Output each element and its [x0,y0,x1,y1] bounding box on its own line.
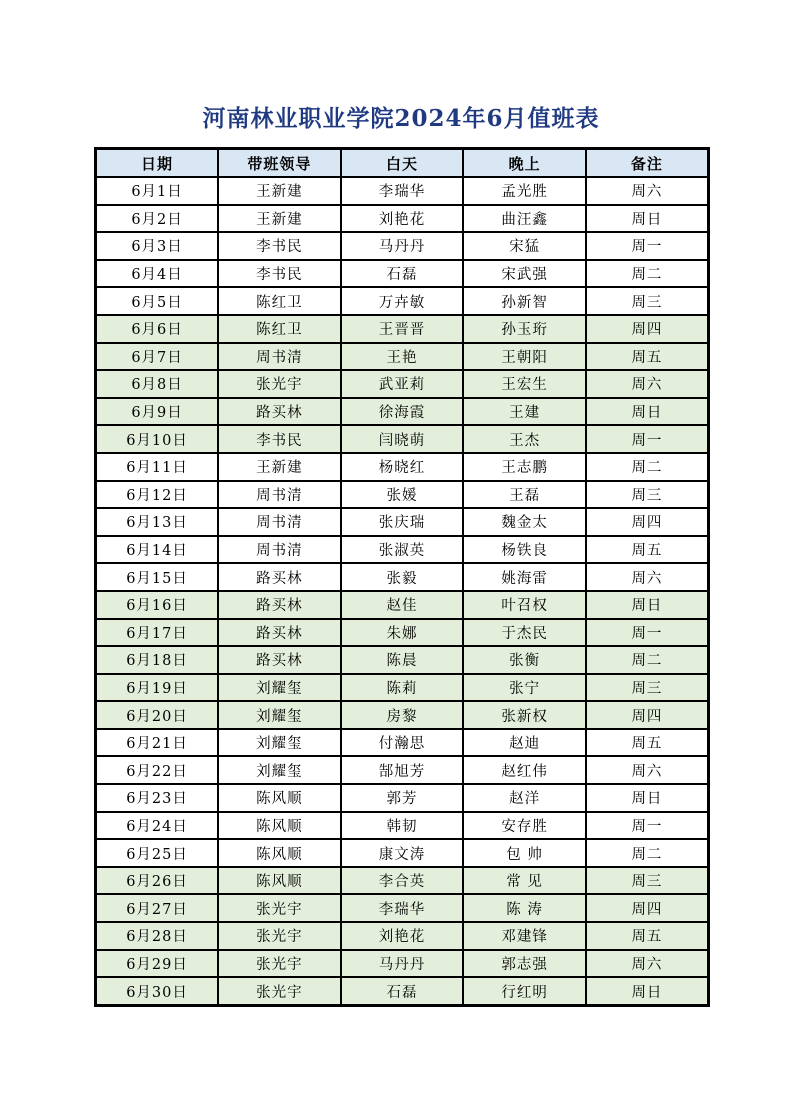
note-cell: 周日 [586,784,709,812]
duty-roster-table [94,147,710,1007]
note-cell: 周四 [586,315,709,343]
day-cell: 张庆瑞 [341,508,464,536]
leader-cell: 陈风顺 [218,867,341,895]
date-cell: 6月18日 [96,646,219,674]
night-cell: 赵红伟 [463,756,586,784]
date-cell: 6月19日 [96,674,219,702]
leader-cell: 路买林 [218,591,341,619]
day-cell: 李合英 [341,867,464,895]
night-cell: 王建 [463,398,586,426]
leader-cell: 张光宇 [218,922,341,950]
leader-cell: 陈红卫 [218,287,341,315]
date-cell: 6月15日 [96,563,219,591]
leader-cell: 周书清 [218,536,341,564]
leader-cell: 张光宇 [218,894,341,922]
date-cell: 6月23日 [96,784,219,812]
day-cell: 杨晓红 [341,453,464,481]
day-cell: 李瑞华 [341,177,464,205]
day-cell: 张媛 [341,481,464,509]
col-header-night: 晚上 [463,149,586,178]
note-cell: 周六 [586,756,709,784]
date-cell: 6月4日 [96,260,219,288]
date-cell: 6月1日 [96,177,219,205]
leader-cell: 李书民 [218,260,341,288]
note-cell: 周三 [586,674,709,702]
night-cell: 行红明 [463,977,586,1005]
night-cell: 包 帅 [463,839,586,867]
note-cell: 周五 [586,922,709,950]
date-cell: 6月27日 [96,894,219,922]
day-cell: 郜旭芳 [341,756,464,784]
leader-cell: 周书清 [218,481,341,509]
night-cell: 宋猛 [463,232,586,260]
note-cell: 周五 [586,343,709,371]
night-cell: 常 见 [463,867,586,895]
note-cell: 周五 [586,536,709,564]
leader-cell: 李书民 [218,232,341,260]
roster-body [96,177,709,1005]
date-cell: 6月26日 [96,867,219,895]
table-row [96,343,709,371]
night-cell: 杨铁良 [463,536,586,564]
note-cell: 周二 [586,260,709,288]
col-header-leader: 带班领导 [218,149,341,178]
table-row [96,453,709,481]
date-cell: 6月11日 [96,453,219,481]
leader-cell: 陈红卫 [218,315,341,343]
note-cell: 周一 [586,812,709,840]
date-cell: 6月3日 [96,232,219,260]
leader-cell: 王新建 [218,453,341,481]
night-cell: 张宁 [463,674,586,702]
roster-header [96,149,709,178]
date-cell: 6月8日 [96,370,219,398]
note-cell: 周三 [586,867,709,895]
day-cell: 朱娜 [341,619,464,647]
night-cell: 曲汪鑫 [463,205,586,233]
note-cell: 周四 [586,701,709,729]
note-cell: 周日 [586,398,709,426]
night-cell: 王志鹏 [463,453,586,481]
night-cell: 陈 涛 [463,894,586,922]
note-cell: 周四 [586,508,709,536]
table-row [96,508,709,536]
table-row [96,205,709,233]
note-cell: 周三 [586,287,709,315]
table-row [96,315,709,343]
night-cell: 张衡 [463,646,586,674]
date-cell: 6月30日 [96,977,219,1005]
leader-cell: 陈风顺 [218,784,341,812]
note-cell: 周日 [586,591,709,619]
day-cell: 万卉敏 [341,287,464,315]
night-cell: 孙玉珩 [463,315,586,343]
day-cell: 徐海霞 [341,398,464,426]
night-cell: 邓建锋 [463,922,586,950]
leader-cell: 陈风顺 [218,839,341,867]
table-row [96,756,709,784]
date-cell: 6月7日 [96,343,219,371]
date-cell: 6月2日 [96,205,219,233]
note-cell: 周一 [586,232,709,260]
note-cell: 周六 [586,370,709,398]
table-row [96,481,709,509]
date-cell: 6月14日 [96,536,219,564]
note-cell: 周三 [586,481,709,509]
leader-cell: 刘耀玺 [218,701,341,729]
night-cell: 孙新智 [463,287,586,315]
day-cell: 马丹丹 [341,950,464,978]
night-cell: 叶召权 [463,591,586,619]
table-row [96,425,709,453]
night-cell: 于杰民 [463,619,586,647]
table-row [96,977,709,1005]
table-row [96,729,709,757]
date-cell: 6月25日 [96,839,219,867]
day-cell: 王艳 [341,343,464,371]
day-cell: 赵佳 [341,591,464,619]
table-row [96,839,709,867]
night-cell: 安存胜 [463,812,586,840]
day-cell: 房黎 [341,701,464,729]
day-cell: 陈莉 [341,674,464,702]
table-row [96,701,709,729]
date-cell: 6月17日 [96,619,219,647]
table-row [96,232,709,260]
page-title: 河南林业职业学院2024年6月值班表 [202,105,600,132]
col-header-day: 白天 [341,149,464,178]
night-cell: 魏金太 [463,508,586,536]
day-cell: 康文涛 [341,839,464,867]
table-row [96,591,709,619]
note-cell: 周日 [586,977,709,1005]
leader-cell: 周书清 [218,343,341,371]
leader-cell: 路买林 [218,398,341,426]
day-cell: 陈晨 [341,646,464,674]
date-cell: 6月9日 [96,398,219,426]
note-cell: 周五 [586,729,709,757]
day-cell: 刘艳花 [341,922,464,950]
table-row [96,260,709,288]
date-cell: 6月6日 [96,315,219,343]
day-cell: 石磊 [341,977,464,1005]
note-cell: 周六 [586,177,709,205]
date-cell: 6月10日 [96,425,219,453]
table-row [96,536,709,564]
table-row [96,784,709,812]
table-row [96,646,709,674]
night-cell: 孟光胜 [463,177,586,205]
table-row [96,812,709,840]
night-cell: 王磊 [463,481,586,509]
day-cell: 郭芳 [341,784,464,812]
table-row [96,398,709,426]
leader-cell: 刘耀玺 [218,674,341,702]
leader-cell: 周书清 [218,508,341,536]
leader-cell: 路买林 [218,619,341,647]
table-row [96,563,709,591]
leader-cell: 张光宇 [218,370,341,398]
leader-cell: 刘耀玺 [218,756,341,784]
leader-cell: 刘耀玺 [218,729,341,757]
table-row [96,922,709,950]
note-cell: 周二 [586,646,709,674]
table-row [96,894,709,922]
table-row [96,287,709,315]
day-cell: 张淑英 [341,536,464,564]
note-cell: 周日 [586,205,709,233]
leader-cell: 王新建 [218,177,341,205]
date-cell: 6月20日 [96,701,219,729]
day-cell: 韩韧 [341,812,464,840]
table-row [96,177,709,205]
night-cell: 姚海雷 [463,563,586,591]
date-cell: 6月24日 [96,812,219,840]
table-row [96,370,709,398]
day-cell: 王晋晋 [341,315,464,343]
note-cell: 周一 [586,425,709,453]
note-cell: 周六 [586,563,709,591]
date-cell: 6月22日 [96,756,219,784]
col-header-date: 日期 [96,149,219,178]
night-cell: 宋武强 [463,260,586,288]
note-cell: 周六 [586,950,709,978]
note-cell: 周二 [586,839,709,867]
date-cell: 6月28日 [96,922,219,950]
date-cell: 6月13日 [96,508,219,536]
night-cell: 赵洋 [463,784,586,812]
col-header-note: 备注 [586,149,709,178]
table-row [96,867,709,895]
night-cell: 郭志强 [463,950,586,978]
night-cell: 王宏生 [463,370,586,398]
day-cell: 张毅 [341,563,464,591]
leader-cell: 张光宇 [218,950,341,978]
date-cell: 6月29日 [96,950,219,978]
day-cell: 付瀚思 [341,729,464,757]
date-cell: 6月12日 [96,481,219,509]
night-cell: 王朝阳 [463,343,586,371]
date-cell: 6月21日 [96,729,219,757]
table-row [96,950,709,978]
day-cell: 闫晓萌 [341,425,464,453]
leader-cell: 李书民 [218,425,341,453]
header-row [96,149,709,178]
day-cell: 马丹丹 [341,232,464,260]
note-cell: 周一 [586,619,709,647]
leader-cell: 王新建 [218,205,341,233]
day-cell: 李瑞华 [341,894,464,922]
night-cell: 王杰 [463,425,586,453]
table-row [96,619,709,647]
date-cell: 6月5日 [96,287,219,315]
note-cell: 周四 [586,894,709,922]
night-cell: 张新权 [463,701,586,729]
leader-cell: 路买林 [218,563,341,591]
date-cell: 6月16日 [96,591,219,619]
night-cell: 赵迪 [463,729,586,757]
table-row [96,674,709,702]
day-cell: 石磊 [341,260,464,288]
day-cell: 武亚莉 [341,370,464,398]
leader-cell: 路买林 [218,646,341,674]
note-cell: 周二 [586,453,709,481]
leader-cell: 陈风顺 [218,812,341,840]
day-cell: 刘艳花 [341,205,464,233]
leader-cell: 张光宇 [218,977,341,1005]
